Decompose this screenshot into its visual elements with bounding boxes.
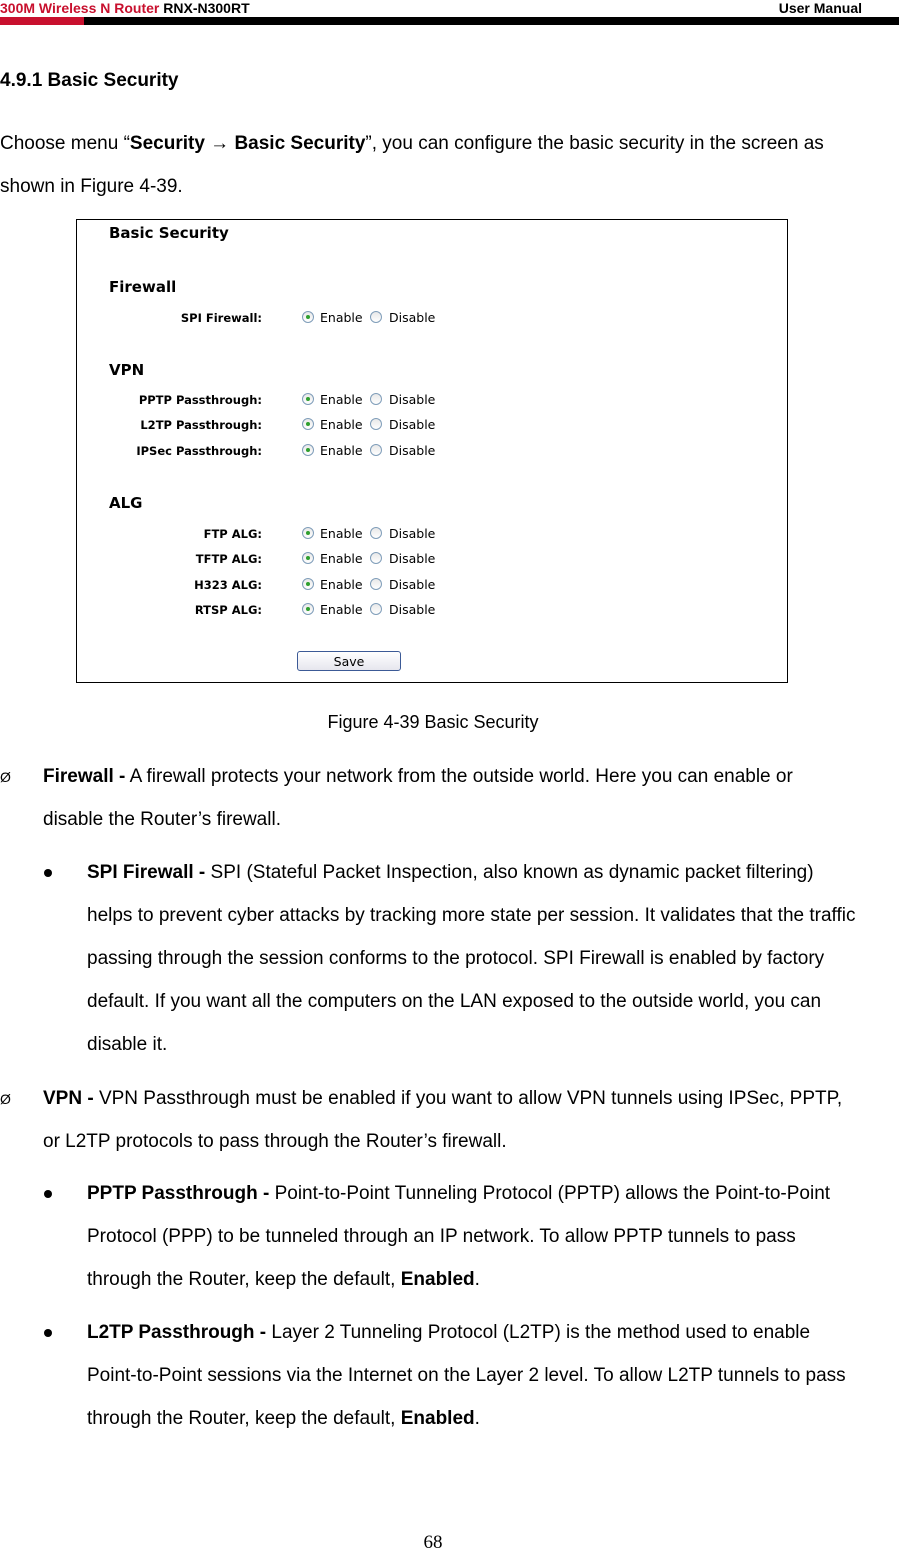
row-h323-alg	[77, 576, 785, 594]
row-label: FTP ALG:	[203, 527, 262, 541]
firewall-text: A firewall protects your network from the outside world. Here you can enable or disable the Router’s firewall.	[43, 766, 793, 830]
tftp-alg-enable-radio[interactable]	[302, 552, 314, 564]
enable-label: Enable	[320, 417, 363, 432]
group-vpn-heading: VPN	[109, 361, 145, 379]
l2tp-term: L2TP Passthrough -	[87, 1322, 267, 1343]
vpn-term: VPN -	[43, 1088, 94, 1109]
row-ipsec-passthrough	[77, 442, 785, 460]
spi-term: SPI Firewall -	[87, 862, 206, 883]
enable-label: Enable	[320, 526, 363, 541]
disable-label: Disable	[389, 577, 436, 592]
enable-label: Enable	[320, 602, 363, 617]
header-product	[0, 0, 250, 16]
row-label: IPSec Passthrough:	[136, 444, 262, 458]
pptp-description	[87, 1172, 857, 1301]
row-rtsp-alg	[77, 601, 785, 619]
basic-security-panel	[76, 219, 788, 683]
l2tp-default-value: Enabled	[400, 1408, 475, 1429]
tftp-alg-disable-radio[interactable]	[370, 552, 382, 564]
vpn-text: VPN Passthrough must be enabled if you want to allow VPN tunnels using IPSec, PPTP, or L2TP protocols to pass through the Router’s firewall.	[43, 1088, 843, 1152]
row-label: SPI Firewall:	[180, 311, 262, 325]
l2tp-text: Layer 2 Tunneling Protocol (L2TP) is the method used to enable Point-to-Point sessions via the Internet on the Layer 2 level. To allow L2TP tunnels to pass through the Router, keep the default,	[87, 1322, 846, 1429]
pptp-term: PPTP Passthrough -	[87, 1183, 270, 1204]
pptp-text: Point-to-Point Tunneling Protocol (PPTP) allows the Point-to-Point Protocol (PPP) to be tunneled through an IP network. To allow PPTP tunnels to pass through the Router, keep the default,	[87, 1183, 831, 1290]
firewall-description	[43, 755, 843, 841]
enable-label: Enable	[320, 392, 363, 407]
arrow-bullet-icon: Ø	[0, 1091, 11, 1107]
disable-label: Disable	[389, 443, 436, 458]
spi-text: SPI (Stateful Packet Inspection, also known as dynamic packet filtering) helps to prevent cyber attacks by tracking more state per session. It validates that the traffic passing through the session conforms to the protocol. SPI Firewall is enabled by factory default. If you want all the computers on the LAN exposed to the outside world, you can disable it.	[87, 862, 856, 1055]
header-model: RNX-N300RT	[163, 0, 250, 16]
header-manual-label: User Manual	[778, 0, 862, 16]
disable-label: Disable	[389, 417, 436, 432]
bullet-dot-icon	[44, 1190, 52, 1198]
row-spi-firewall	[77, 309, 785, 327]
row-label: L2TP Passthrough:	[140, 418, 262, 432]
l2tp-disable-radio[interactable]	[370, 418, 382, 430]
row-tftp-alg	[77, 550, 785, 568]
row-label: TFTP ALG:	[195, 552, 262, 566]
disable-label: Disable	[389, 310, 436, 325]
spi-firewall-description	[87, 851, 857, 1066]
header-brand: 300M Wireless N Router	[0, 0, 160, 16]
spi-firewall-enable-radio[interactable]	[302, 311, 314, 323]
row-label: PPTP Passthrough:	[138, 393, 262, 407]
disable-label: Disable	[389, 392, 436, 407]
enable-label: Enable	[320, 577, 363, 592]
bullet-dot-icon	[44, 869, 52, 877]
rtsp-alg-disable-radio[interactable]	[370, 603, 382, 615]
vpn-description	[43, 1077, 843, 1163]
l2tp-period: .	[474, 1408, 480, 1429]
figure-caption: Figure 4-39 Basic Security	[327, 712, 539, 732]
intro-pre: Choose menu “	[0, 133, 130, 154]
enable-label: Enable	[320, 443, 363, 458]
pptp-enable-radio[interactable]	[302, 393, 314, 405]
intro-arrow: →	[204, 133, 235, 154]
spi-firewall-disable-radio[interactable]	[370, 311, 382, 323]
panel-title: Basic Security	[109, 224, 229, 242]
pptp-period: .	[474, 1269, 480, 1290]
intro-menu-security: Security	[129, 133, 205, 154]
section-title: 4.9.1 Basic Security	[0, 70, 179, 91]
intro-post: ”, you can configure the basic security in the screen as shown in Figure 4-39.	[0, 133, 824, 197]
h323-alg-enable-radio[interactable]	[302, 578, 314, 590]
intro-menu-basic-security: Basic Security	[234, 133, 366, 154]
enable-label: Enable	[320, 551, 363, 566]
row-label: H323 ALG:	[194, 578, 262, 592]
rtsp-alg-enable-radio[interactable]	[302, 603, 314, 615]
h323-alg-disable-radio[interactable]	[370, 578, 382, 590]
disable-label: Disable	[389, 526, 436, 541]
ipsec-enable-radio[interactable]	[302, 444, 314, 456]
intro-paragraph	[0, 122, 870, 208]
enable-label: Enable	[320, 310, 363, 325]
header-rule	[0, 17, 899, 25]
row-pptp-passthrough	[77, 391, 785, 409]
ftp-alg-enable-radio[interactable]	[302, 527, 314, 539]
ipsec-disable-radio[interactable]	[370, 444, 382, 456]
page-number: 68	[423, 1532, 443, 1553]
arrow-bullet-icon: Ø	[0, 769, 11, 785]
ftp-alg-disable-radio[interactable]	[370, 527, 382, 539]
row-ftp-alg	[77, 525, 785, 543]
pptp-default-value: Enabled	[400, 1269, 475, 1290]
pptp-disable-radio[interactable]	[370, 393, 382, 405]
page-header	[0, 0, 899, 26]
group-alg-heading: ALG	[109, 494, 143, 512]
row-label: RTSP ALG:	[194, 603, 262, 617]
l2tp-enable-radio[interactable]	[302, 418, 314, 430]
bullet-dot-icon	[44, 1329, 52, 1337]
disable-label: Disable	[389, 602, 436, 617]
l2tp-description	[87, 1311, 857, 1440]
save-button[interactable]: Save	[297, 651, 401, 671]
firewall-term: Firewall -	[43, 766, 126, 787]
header-rule-accent	[0, 17, 84, 25]
group-firewall-heading: Firewall	[109, 278, 177, 296]
disable-label: Disable	[389, 551, 436, 566]
row-l2tp-passthrough	[77, 416, 785, 434]
